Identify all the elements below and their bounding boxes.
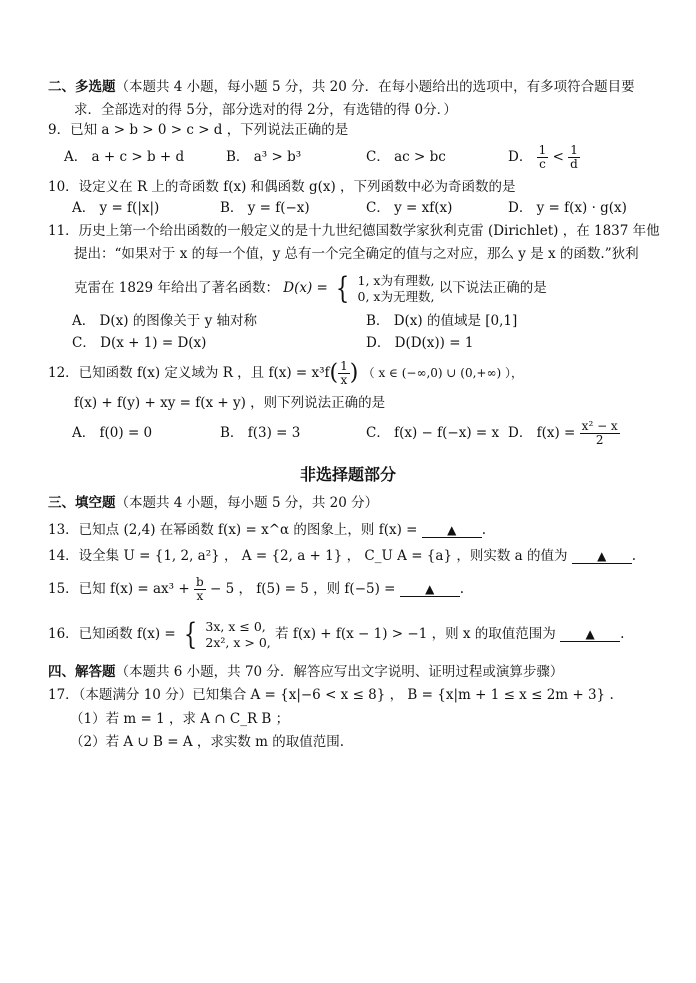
q9-option-b: B． a³ > b³ bbox=[226, 149, 302, 165]
frac-num: 1 bbox=[340, 359, 348, 373]
q12-option-d-label: D． f(x) = bbox=[508, 425, 576, 441]
q11-stem-2: 提出：“如果对于 x 的每一个值，y 总有一个完全确定的值与之对应，那么 y 是 x 的函数.”狄利 bbox=[74, 246, 639, 262]
q12-option-d-frac bbox=[580, 420, 620, 447]
q15 bbox=[48, 572, 464, 606]
q15-end: . bbox=[459, 581, 465, 597]
section2-heading bbox=[48, 78, 635, 96]
q9-option-a: A． a + c > b + d bbox=[64, 149, 185, 165]
q11-option-d: D． D(D(x)) = 1 bbox=[366, 335, 474, 351]
q16-case-1: 3x, x ≤ 0, bbox=[205, 618, 266, 634]
section2-desc-1: （本题共 4 小题，每小题 5 分，共 20 分．在每小题给出的选项中，有多项符合题目要 bbox=[115, 79, 635, 95]
section3-desc: （本题共 4 小题，每小题 5 分，共 20 分） bbox=[115, 495, 379, 511]
q11-stem-3-pre: 克雷在 1829 年给出了著名函数： bbox=[74, 280, 279, 296]
q17-part-1: （1）若 m = 1 ，求 A ∩ C_R B ； bbox=[70, 711, 290, 727]
q14-end: . bbox=[631, 548, 637, 564]
q12-stem-2: f(x) + f(y) + xy = f(x + y) ，则下列说法正确的是 bbox=[74, 395, 386, 411]
q13-stem: 13．已知点 (2,4) 在幂函数 f(x) = x^α 的图象上，则 f(x) = bbox=[48, 522, 418, 538]
frac-den: 2 bbox=[595, 433, 604, 447]
q9-option-c: C． ac > bc bbox=[366, 149, 446, 165]
frac-num: 1 bbox=[568, 144, 580, 158]
q16-case-2: 2x², x > 0, bbox=[205, 634, 271, 650]
q12-frac bbox=[338, 360, 350, 387]
section4-title: 四、解答题 bbox=[48, 664, 116, 680]
q13-end: . bbox=[481, 522, 487, 538]
q11-option-a: A． D(x) 的图像关于 y 轴对称 bbox=[72, 313, 258, 329]
q12-option-a: A． f(0) = 0 bbox=[72, 425, 153, 441]
q15-post: − 5 ， f(5) = 5 ，则 f(−5) = bbox=[209, 581, 396, 597]
q9-option-d-frac1 bbox=[537, 144, 549, 171]
q13 bbox=[48, 521, 486, 539]
q11-stem-3-post: 以下说法正确的是 bbox=[438, 280, 547, 296]
q15-pre: 15．已知 f(x) = ax³ + bbox=[48, 581, 190, 597]
q14-stem: 14．设全集 U = {1, 2, a²} ， A = {2, a + 1} ， C_U A = {a} ，则实数 a 的值为 bbox=[48, 548, 568, 564]
part-title: 非选择题部分 bbox=[299, 465, 396, 484]
q11-stem-3 bbox=[74, 268, 547, 308]
answer-blank: ▲ bbox=[422, 523, 482, 538]
paren-close: ) bbox=[349, 360, 359, 386]
q9-stem: 9．已知 a > b > 0 > c > d ，下列说法正确的是 bbox=[48, 122, 349, 138]
q17-part-2: （2）若 A ∪ B = A ，求实数 m 的取值范围. bbox=[70, 734, 345, 750]
answer-blank: ▲ bbox=[560, 627, 620, 642]
section4-heading bbox=[48, 663, 563, 681]
frac-num: x² − x bbox=[581, 419, 618, 433]
q10-option-c: C． y = xf(x) bbox=[366, 200, 453, 216]
answer-blank: ▲ bbox=[400, 582, 460, 597]
q11-case-2: 0, x为无理数, bbox=[357, 288, 435, 304]
q16-end: . bbox=[620, 626, 625, 642]
frac-den: x bbox=[340, 373, 348, 387]
answer-blank: ▲ bbox=[572, 549, 632, 564]
q11-cases bbox=[358, 273, 435, 305]
q9-option-d-frac2 bbox=[568, 144, 580, 171]
left-brace-icon: { bbox=[335, 270, 350, 306]
section3-heading bbox=[48, 494, 378, 512]
q12-option-b: B． f(3) = 3 bbox=[220, 425, 301, 441]
frac-num: b bbox=[195, 575, 204, 589]
q11-option-b: B． D(x) 的值域是 [0,1] bbox=[366, 313, 518, 329]
frac-num: 1 bbox=[538, 143, 547, 157]
section2-title: 二、多选题 bbox=[48, 79, 116, 95]
q10-stem: 10．设定义在 R 上的奇函数 f(x) 和偶函数 g(x) ，下列函数中必为奇函数的是 bbox=[48, 179, 516, 195]
q17-stem: 17．（本题满分 10 分）已知集合 A = {x|−6 < x ≤ 8} ， B = {x|m + 1 ≤ x ≤ 2m + 3} . bbox=[48, 687, 614, 703]
q12-stem-1-pre: 12．已知函数 f(x) 定义域为 R ，且 f(x) = x³f bbox=[48, 365, 330, 381]
q11-def-lhs: D(x) = bbox=[283, 280, 328, 296]
q12-stem-1-post: （ x ∈ (−∞,0) ∪ (0,+∞) ）， bbox=[362, 366, 523, 380]
q16-pre: 16．已知函数 f(x) = bbox=[48, 626, 176, 642]
q11-case-1: 1, x为有理数, bbox=[357, 272, 435, 288]
section4-desc: （本题共 6 小题，共 70 分．解答应写出文字说明、证明过程或演算步骤） bbox=[115, 664, 564, 680]
q16-post: 若 f(x) + f(x − 1) > −1 ，则 x 的取值范围为 bbox=[275, 626, 556, 642]
left-brace-icon: { bbox=[183, 616, 198, 652]
frac-den: c bbox=[539, 157, 546, 171]
q9-option-d-op: < bbox=[552, 149, 564, 165]
q11-option-c: C． D(x + 1) = D(x) bbox=[72, 335, 207, 351]
q14 bbox=[48, 547, 636, 565]
section2-desc-2: 求．全部选对的得 5分，部分选对的得 2分，有选错的得 0分．） bbox=[74, 102, 457, 118]
paren-open: ( bbox=[329, 360, 339, 386]
q16-cases bbox=[205, 619, 270, 651]
q10-option-d: D． y = f(x) · g(x) bbox=[508, 200, 627, 216]
q15-frac bbox=[194, 576, 206, 603]
q9-option-d bbox=[508, 140, 580, 174]
q12-stem-1 bbox=[48, 356, 523, 391]
q12-option-c: C． f(x) − f(−x) = x bbox=[366, 425, 500, 441]
q10-option-b: B． y = f(−x) bbox=[220, 200, 310, 216]
q16 bbox=[48, 614, 624, 654]
q11-stem-1: 11．历史上第一个给出函数的一般定义的是十九世纪德国数学家狄利克雷 (Dirichlet) ，在 1837 年他 bbox=[48, 223, 660, 239]
frac-den: d bbox=[570, 157, 578, 171]
q9-option-d-label: D． bbox=[508, 149, 533, 165]
section3-title: 三、填空题 bbox=[48, 495, 116, 511]
q10-option-a: A． y = f(|x|) bbox=[72, 200, 160, 216]
q12-option-d bbox=[508, 416, 620, 450]
frac-den: x bbox=[196, 589, 204, 603]
